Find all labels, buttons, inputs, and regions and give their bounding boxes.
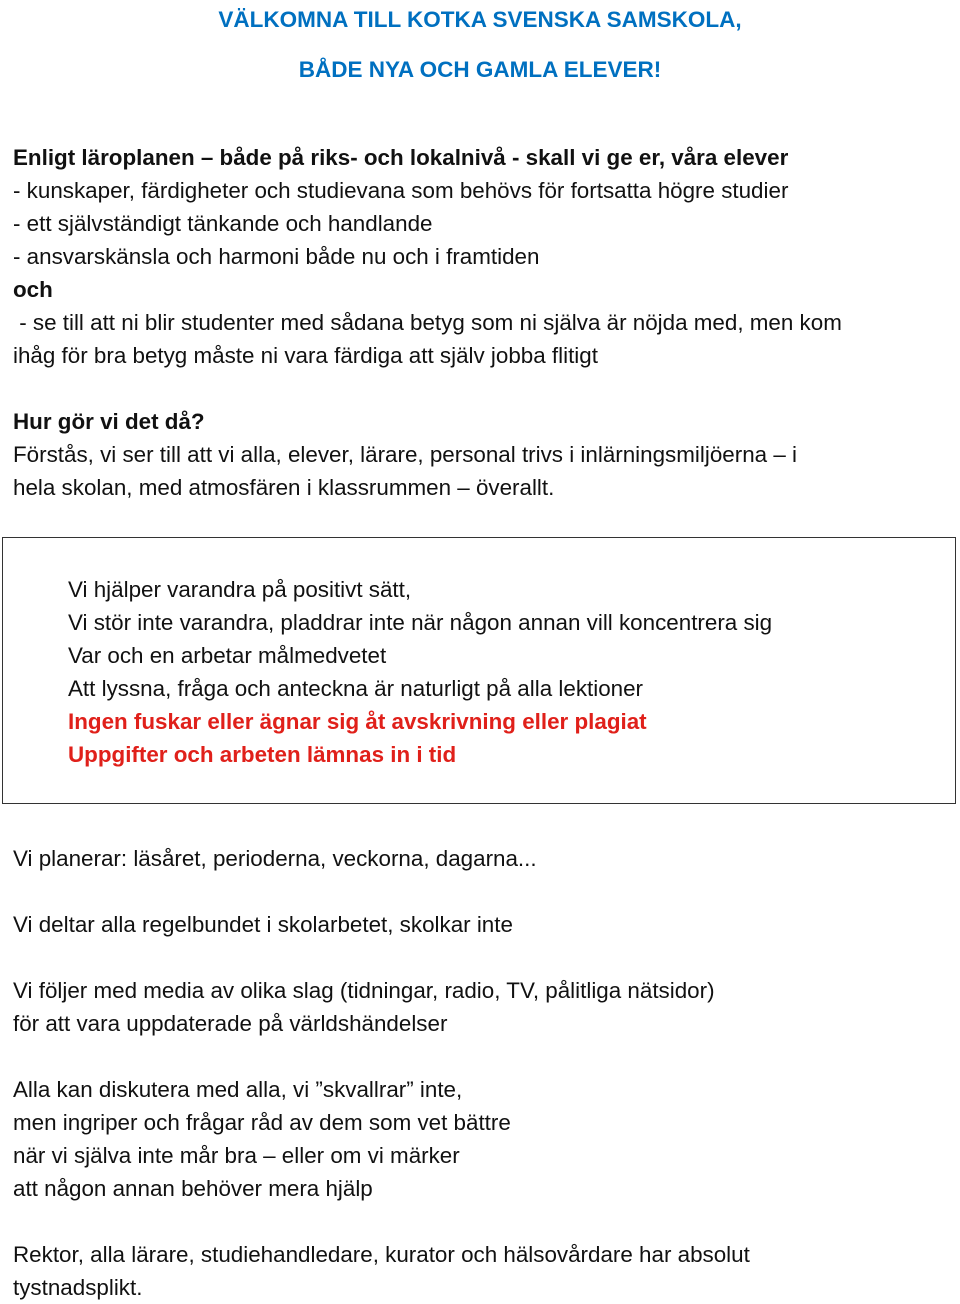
rule-item: Var och en arbetar målmedvetet xyxy=(68,643,387,668)
rule-item: Vi hjälper varandra på positivt sätt, xyxy=(68,577,412,602)
curriculum-heading: Enligt läroplanen – både på riks- och lokalnivå - skall vi ge er, våra elever xyxy=(13,145,789,170)
participation-line: Vi deltar alla regelbundet i skolarbetet, skolkar inte xyxy=(13,912,513,937)
confidentiality-line-2: tystnadsplikt. xyxy=(13,1275,143,1300)
planning-line: Vi planerar: läsåret, perioderna, veckorna, dagarna... xyxy=(13,846,537,871)
discuss-line: att någon annan behöver mera hjälp xyxy=(13,1176,373,1201)
conjunction-och: och xyxy=(13,277,53,302)
curriculum-item: - ett självständigt tänkande och handlande xyxy=(13,211,433,236)
curriculum-extra-line-2: ihåg för bra betyg måste ni vara färdiga att själv jobba flitigt xyxy=(13,343,598,368)
rule-item: Att lyssna, fråga och anteckna är naturligt på alla lektioner xyxy=(68,676,644,701)
confidentiality-line-1: Rektor, alla lärare, studiehandledare, kurator och hälsovårdare har absolut xyxy=(13,1242,750,1267)
curriculum-item: - ansvarskänsla och harmoni både nu och i framtiden xyxy=(13,244,540,269)
rule-item: Vi stör inte varandra, pladdrar inte när någon annan vill koncentrera sig xyxy=(68,610,773,635)
discuss-line: Alla kan diskutera med alla, vi ”skvallrar” inte, xyxy=(13,1077,463,1102)
important-rule-item: Ingen fuskar eller ägnar sig åt avskrivning eller plagiat xyxy=(68,709,647,734)
curriculum-item: - kunskaper, färdigheter och studievana som behövs för fortsatta högre studier xyxy=(13,178,789,203)
discuss-line: när vi själva inte mår bra – eller om vi märker xyxy=(13,1143,460,1168)
page-title-line-2: BÅDE NYA OCH GAMLA ELEVER! xyxy=(298,57,662,82)
curriculum-extra-line-1: - se till att ni blir studenter med sådana betyg som ni själva är nöjda med, men kom xyxy=(13,310,842,335)
page-title-line-1: VÄLKOMNA TILL KOTKA SVENSKA SAMSKOLA, xyxy=(218,7,742,32)
how-line-1: Förstås, vi ser till att vi alla, elever, lärare, personal trivs i inlärningsmiljöerna – i xyxy=(13,442,797,467)
important-rule-item: Uppgifter och arbeten lämnas in i tid xyxy=(68,742,457,767)
how-line-2: hela skolan, med atmosfären i klassrummen – överallt. xyxy=(13,475,555,500)
media-line-1: Vi följer med media av olika slag (tidningar, radio, TV, pålitliga nätsidor) xyxy=(13,978,715,1003)
media-line-2: för att vara uppdaterade på världshändelser xyxy=(13,1011,448,1036)
how-heading: Hur gör vi det då? xyxy=(13,409,205,434)
discuss-line: men ingriper och frågar råd av dem som vet bättre xyxy=(13,1110,511,1135)
